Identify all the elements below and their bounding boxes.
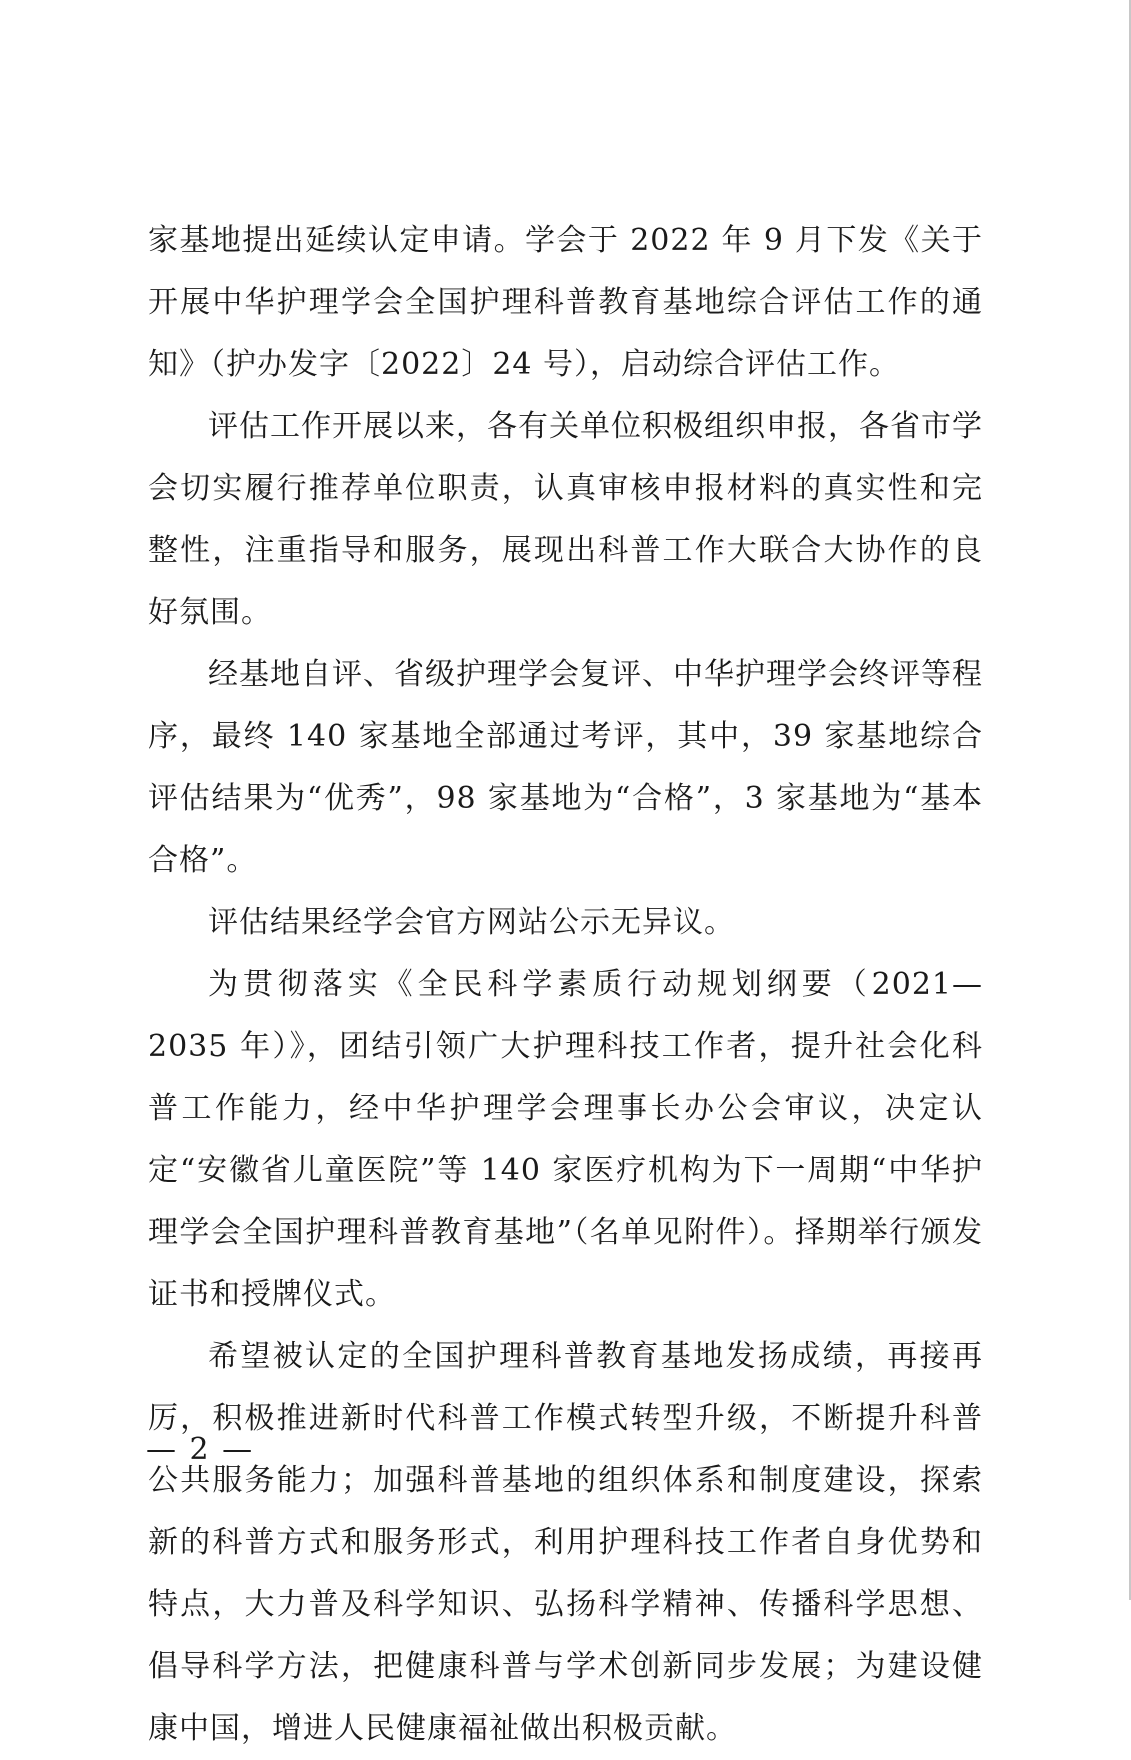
paragraph-evaluation-progress: 评估工作开展以来，各有关单位积极组织申报，各省市学会切实履行推荐单位职责，认真审核申报材料的真实性和完整性，注重指导和服务，展现出科普工作大联合大协作的良好氛围。 xyxy=(148,409,983,630)
page-number: — 2 — xyxy=(146,1432,255,1467)
paragraph-decision: 为贯彻落实《全民科学素质行动规划纲要（2021—2035 年）》，团结引领广大护理科技工作者，提升社会化科普工作能力，经中华护理学会理事长办公会审议，决定认定“安徽省儿童医院”等 140 家医疗机构为下一周期“中华护理学会全国护理科普教育基地”（名单见附件）。择期举行颁发证书和授牌仪式。 xyxy=(148,967,983,1312)
paragraph-expectations: 希望被认定的全国护理科普教育基地发扬成绩，再接再厉，积极推进新时代科普工作模式转型升级，不断提升科普公共服务能力；加强科普基地的组织体系和制度建设，探索新的科普方式和服务形式，利用护理科技工作者自身优势和特点，大力普及科学知识、弘扬科学精神、传播科学思想、倡导科学方法，把健康科普与学术创新同步发展；为建设健康中国，增进人民健康福祉做出积极贡献。 xyxy=(148,1339,983,1746)
paragraph-evaluation-results: 经基地自评、省级护理学会复评、中华护理学会终评等程序，最终 140 家基地全部通过考评，其中，39 家基地综合评估结果为“优秀”，98 家基地为“合格”，3 家基地为“基本合格”。 xyxy=(148,657,983,878)
document-body xyxy=(148,210,983,1760)
paragraph-publicity: 评估结果经学会官方网站公示无异议。 xyxy=(208,905,735,940)
paragraph-continuation: 家基地提出延续认定申请。学会于 2022 年 9 月下发《关于开展中华护理学会全国护理科普教育基地综合评估工作的通知》（护办发字〔2022〕24 号），启动综合评估工作。 xyxy=(148,223,983,382)
